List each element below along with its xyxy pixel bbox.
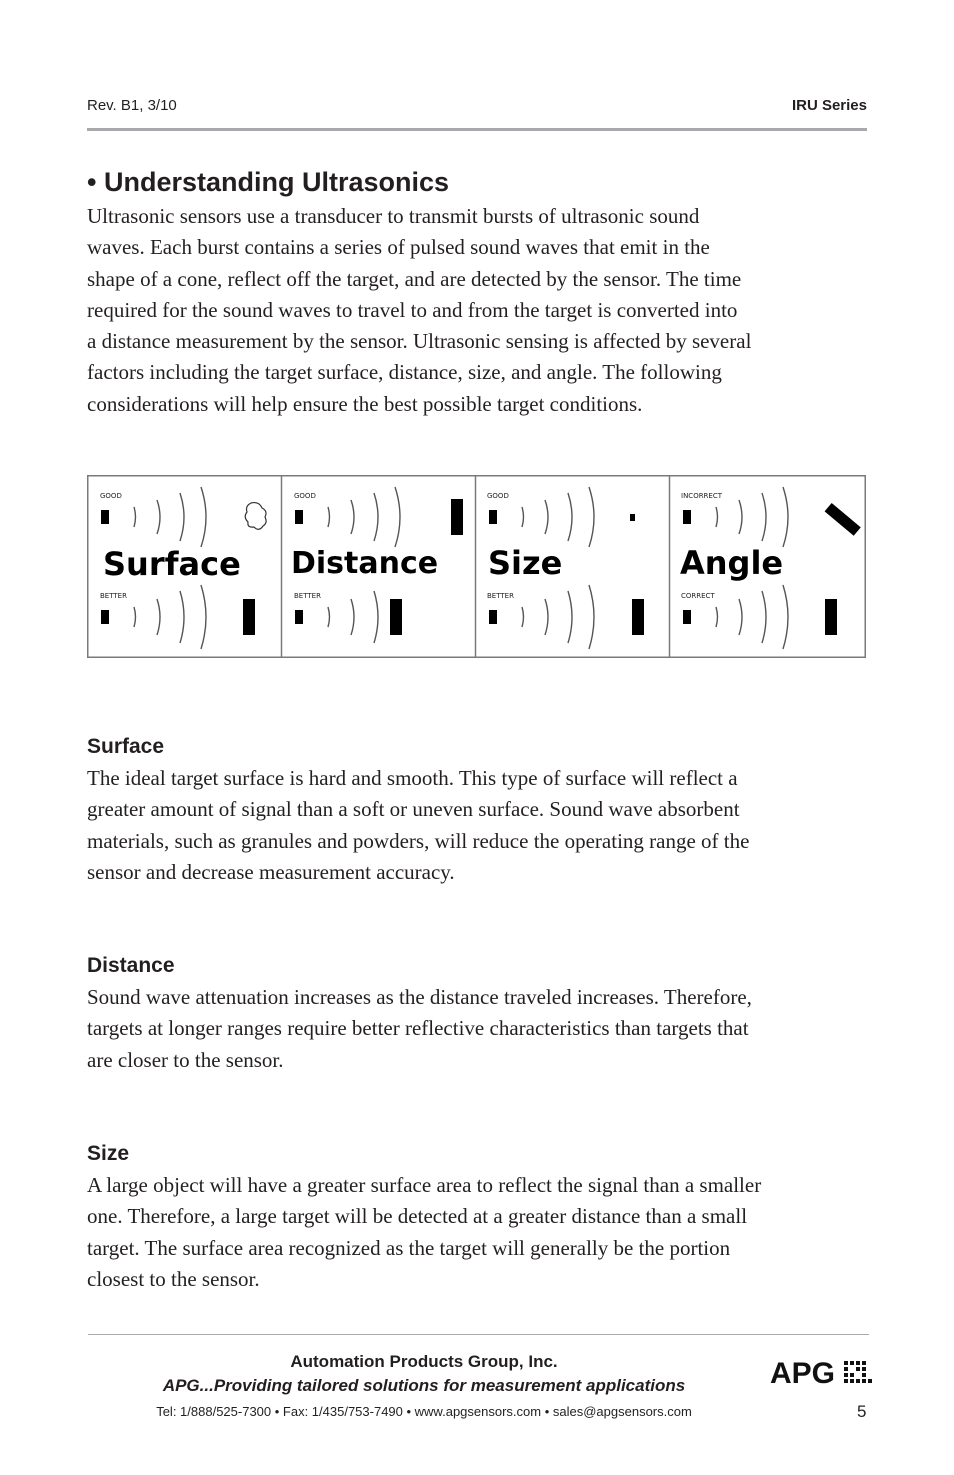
straight-target-icon [825, 599, 837, 635]
intro-line: waves. Each burst contains a series of pulsed sound waves that emit in the [87, 235, 710, 260]
sensor-icon [295, 510, 303, 524]
subsection-heading-surface: Surface [87, 735, 165, 758]
intro-line: Ultrasonic sensors use a transducer to transmit bursts of ultrasonic sound [87, 204, 700, 228]
logo-text: APG [770, 1357, 836, 1389]
sensor-icon [683, 510, 691, 524]
footer-company: Automation Products Group, Inc. [290, 1352, 558, 1371]
intro-line: considerations will help ensure the best possible target conditions. [87, 391, 643, 416]
panel-title: Angle [680, 544, 784, 582]
paragraph-line: greater amount of signal than a soft or uneven surface. Sound wave absorbent [87, 797, 740, 822]
subsection-heading-distance: Distance [87, 954, 175, 977]
panel-top-label: GOOD [487, 492, 509, 500]
sensor-icon [489, 510, 497, 524]
panel-title: Surface [103, 545, 241, 583]
footer-tagline: APG...Providing tailored solutions for measurement applications [162, 1376, 686, 1395]
small-target-icon [630, 514, 635, 521]
header-revision: Rev. B1, 3/10 [87, 97, 177, 114]
near-target-icon [390, 599, 402, 635]
target-conditions-figure [87, 475, 866, 658]
sensor-icon [295, 610, 303, 624]
subsection-heading-size: Size [87, 1142, 130, 1165]
panel-bottom-label: CORRECT [681, 592, 715, 600]
panel-title: Size [488, 544, 563, 582]
panel-bottom-label: BETTER [487, 592, 514, 600]
footer-divider [88, 1334, 869, 1335]
intro-line: shape of a cone, reflect off the target, and are detected by the sensor. The time [87, 266, 742, 291]
section-title: • Understanding Ultrasonics [87, 167, 450, 197]
header-divider [87, 128, 867, 131]
panel-bottom-label: BETTER [294, 592, 321, 600]
paragraph-line: one. Therefore, a large target will be detected at a greater distance than a small [87, 1204, 748, 1229]
intro-line: required for the sound waves to travel to and from the target is converted into [87, 297, 738, 322]
paragraph-line: Sound wave attenuation increases as the distance traveled increases. Therefore, [87, 985, 752, 1009]
paragraph-line: The ideal target surface is hard and smooth. This type of surface will reflect a [87, 766, 738, 790]
intro-line: a distance measurement by the sensor. Ultrasonic sensing is affected by several [87, 329, 752, 354]
panel-top-label: GOOD [294, 492, 316, 500]
panel-bottom-label: BETTER [100, 592, 127, 600]
subsection-paragraph-surface [87, 763, 877, 888]
panel-top-label: GOOD [100, 492, 122, 500]
paragraph-line: sensor and decrease measurement accuracy. [87, 859, 455, 884]
subsection-paragraph-distance [87, 982, 877, 1076]
paragraph-line: closest to the sensor. [87, 1266, 260, 1291]
paragraph-line: target. The surface area recognized as the target will generally be the portion [87, 1235, 731, 1260]
subsection-paragraph-size [87, 1170, 877, 1295]
intro-line: factors including the target surface, distance, size, and angle. The following [87, 360, 722, 385]
intro-paragraph [87, 201, 877, 420]
apg-logo-icon [770, 1355, 874, 1389]
smooth-target-icon [243, 599, 255, 635]
panel-title: Distance [291, 546, 439, 581]
sensor-icon [683, 610, 691, 624]
far-target-icon [451, 499, 463, 535]
page-number: 5 [857, 1402, 867, 1421]
sensor-icon [101, 610, 109, 624]
sensor-icon [489, 610, 497, 624]
footer-contact: Tel: 1/888/525-7300 • Fax: 1/435/753-7490 • www.apgsensors.com • sales@apgsensors.com [156, 1404, 692, 1419]
panel-top-label: INCORRECT [681, 492, 723, 500]
paragraph-line: are closer to the sensor. [87, 1047, 284, 1072]
paragraph-line: materials, such as granules and powders, will reduce the operating range of the [87, 828, 750, 853]
paragraph-line: A large object will have a greater surface area to reflect the signal than a smaller [87, 1173, 762, 1197]
paragraph-line: targets at longer ranges require better reflective characteristics than targets that [87, 1016, 749, 1041]
large-target-icon [632, 599, 644, 635]
sensor-icon [101, 510, 109, 524]
header-series: IRU Series [791, 97, 867, 114]
